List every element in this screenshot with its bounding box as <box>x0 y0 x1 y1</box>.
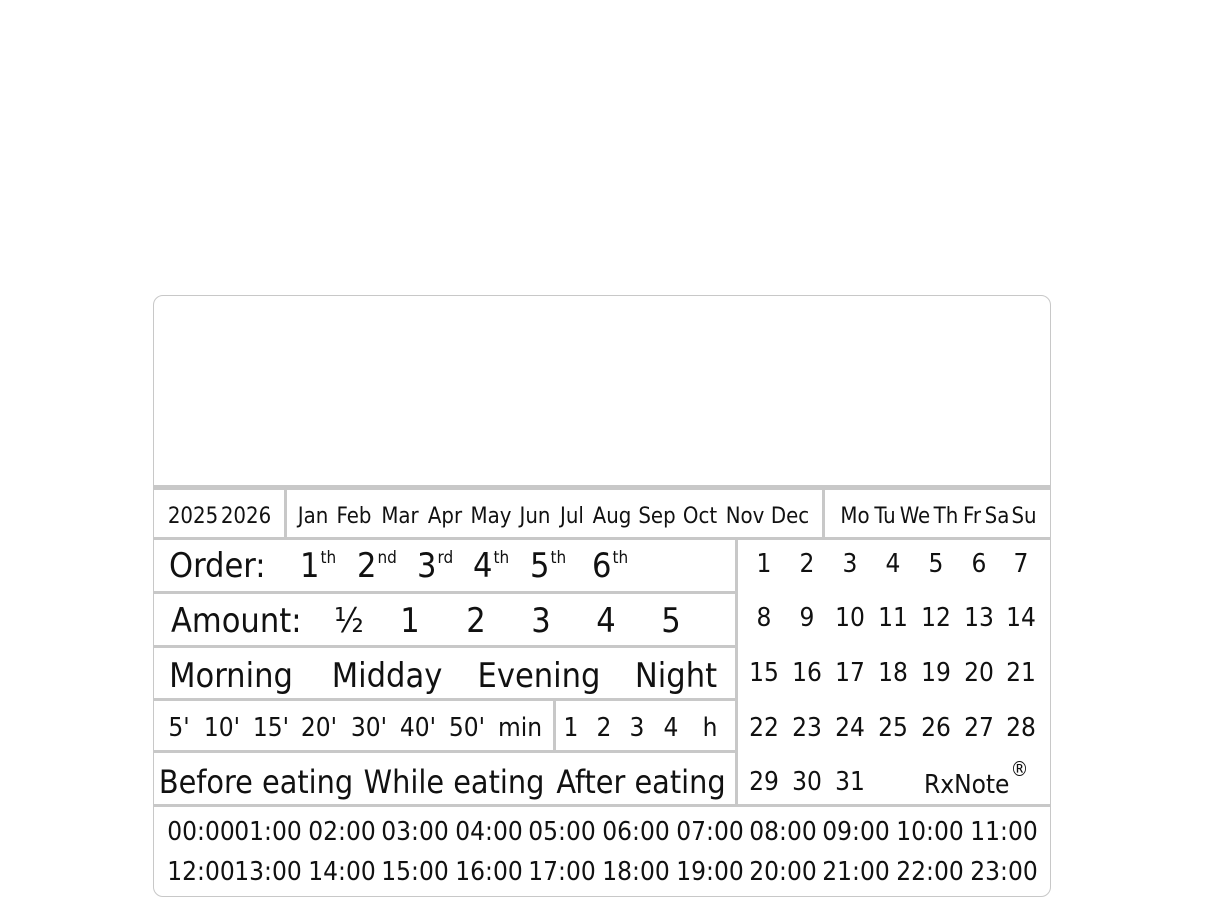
day-option[interactable]: 8 <box>756 603 772 633</box>
clock-time-option[interactable]: 03:00 <box>381 817 449 847</box>
year-option[interactable]: 2025 <box>167 504 219 529</box>
time-of-day-option[interactable]: Evening <box>477 656 601 696</box>
amount-label: Amount: <box>171 601 302 641</box>
day-option[interactable]: 23 <box>792 713 822 743</box>
day-option[interactable]: 29 <box>749 767 779 797</box>
weekday-option[interactable]: Th <box>933 504 959 529</box>
order-number: 2 <box>357 546 377 586</box>
order-number: 1 <box>300 546 320 586</box>
month-option[interactable]: Oct <box>682 504 718 529</box>
weekday-option[interactable]: Fr <box>963 504 981 529</box>
time-of-day-option[interactable]: Morning <box>169 656 293 696</box>
hours-option[interactable]: 4 <box>663 713 679 743</box>
month-option[interactable]: Feb <box>336 504 372 529</box>
day-option[interactable]: 11 <box>878 603 908 633</box>
day-option[interactable]: 22 <box>749 713 779 743</box>
month-option[interactable]: Aug <box>592 504 632 529</box>
meal-option[interactable]: After eating <box>556 763 726 801</box>
day-option[interactable]: 5 <box>928 549 944 579</box>
day-option[interactable]: 10 <box>835 603 865 633</box>
day-option[interactable]: 7 <box>1013 549 1029 579</box>
minutes-unit-label[interactable]: min <box>497 713 543 743</box>
meal-option[interactable]: Before eating <box>158 763 354 801</box>
divider-line <box>153 804 1051 807</box>
month-option[interactable]: Jun <box>519 504 551 529</box>
month-option[interactable]: Jan <box>297 504 329 529</box>
order-suffix: th <box>550 547 567 568</box>
brand-name: RxNote <box>924 769 1010 800</box>
clock-time-option[interactable]: 20:00 <box>749 857 817 887</box>
clock-time-option[interactable]: 10:00 <box>896 817 964 847</box>
day-option[interactable]: 26 <box>921 713 951 743</box>
hours-unit-label[interactable]: h <box>702 713 718 743</box>
amount-option[interactable]: 1 <box>400 601 420 641</box>
clock-time-option[interactable]: 00:00 <box>167 817 235 847</box>
amount-option[interactable]: 5 <box>661 601 681 641</box>
clock-time-option[interactable]: 14:00 <box>308 857 376 887</box>
minutes-option[interactable]: 40' <box>399 713 437 743</box>
order-suffix: th <box>493 547 510 568</box>
clock-time-option[interactable]: 02:00 <box>308 817 376 847</box>
day-option[interactable]: 13 <box>964 603 994 633</box>
clock-time-option[interactable]: 18:00 <box>602 857 670 887</box>
clock-time-option[interactable]: 15:00 <box>381 857 449 887</box>
order-option[interactable] <box>592 546 629 586</box>
order-number: 4 <box>473 546 493 586</box>
month-option[interactable]: Mar <box>381 504 419 529</box>
amount-option[interactable]: 4 <box>596 601 616 641</box>
day-option[interactable]: 3 <box>842 549 858 579</box>
time-of-day-option[interactable]: Night <box>634 656 718 696</box>
month-option[interactable]: Jul <box>560 504 584 529</box>
day-option[interactable]: 6 <box>971 549 987 579</box>
day-option[interactable]: 16 <box>792 658 822 688</box>
order-number: 5 <box>530 546 550 586</box>
day-option[interactable]: 12 <box>921 603 951 633</box>
weekday-option[interactable]: Sa <box>984 504 1010 529</box>
clock-time-option[interactable]: 11:00 <box>970 817 1038 847</box>
day-option[interactable]: 17 <box>835 658 865 688</box>
clock-time-option[interactable]: 13:00 <box>234 857 302 887</box>
minutes-option[interactable]: 5' <box>168 713 190 743</box>
order-option[interactable] <box>357 546 397 586</box>
clock-time-option[interactable]: 17:00 <box>528 857 596 887</box>
day-option[interactable]: 2 <box>799 549 815 579</box>
divider-line <box>153 750 736 753</box>
weekday-option[interactable]: Mo <box>840 504 870 529</box>
month-option[interactable]: May <box>470 504 512 529</box>
divider-line <box>822 490 825 538</box>
clock-time-option[interactable]: 04:00 <box>455 817 523 847</box>
order-option[interactable] <box>417 546 454 586</box>
divider-line <box>153 537 1051 540</box>
day-option[interactable]: 31 <box>835 767 865 797</box>
order-number: 3 <box>417 546 437 586</box>
year-option[interactable]: 2026 <box>220 504 272 529</box>
day-option[interactable]: 15 <box>749 658 779 688</box>
order-number: 6 <box>592 546 612 586</box>
day-option[interactable]: 19 <box>921 658 951 688</box>
weekday-option[interactable]: Su <box>1011 504 1037 529</box>
day-option[interactable]: 28 <box>1006 713 1036 743</box>
order-suffix: th <box>612 547 629 568</box>
clock-time-option[interactable]: 06:00 <box>602 817 670 847</box>
day-option[interactable]: 1 <box>756 549 772 579</box>
amount-option[interactable]: ½ <box>334 601 364 641</box>
day-option[interactable]: 21 <box>1006 658 1036 688</box>
brand-logo <box>924 757 1029 800</box>
divider-line <box>284 490 287 538</box>
order-option[interactable] <box>530 546 567 586</box>
clock-time-option[interactable]: 07:00 <box>676 817 744 847</box>
minutes-option[interactable]: 20' <box>300 713 338 743</box>
day-option[interactable]: 4 <box>885 549 901 579</box>
day-option[interactable]: 18 <box>878 658 908 688</box>
weekday-option[interactable]: Tu <box>874 504 896 529</box>
day-option[interactable]: 25 <box>878 713 908 743</box>
month-option[interactable]: Dec <box>770 504 810 529</box>
day-option[interactable]: 30 <box>792 767 822 797</box>
order-label: Order: <box>169 546 266 586</box>
minutes-option[interactable]: 10' <box>203 713 241 743</box>
minutes-option[interactable]: 50' <box>448 713 486 743</box>
divider-line <box>153 591 736 594</box>
day-option[interactable]: 24 <box>835 713 865 743</box>
order-option[interactable] <box>300 546 337 586</box>
meal-option[interactable]: While eating <box>363 763 545 801</box>
order-option[interactable] <box>473 546 510 586</box>
minutes-option[interactable]: 30' <box>350 713 388 743</box>
month-option[interactable]: Nov <box>725 504 765 529</box>
hours-option[interactable]: 3 <box>629 713 645 743</box>
clock-time-option[interactable]: 01:00 <box>234 817 302 847</box>
order-suffix: rd <box>437 547 454 568</box>
divider-line <box>153 698 736 701</box>
clock-time-option[interactable]: 08:00 <box>749 817 817 847</box>
divider-line <box>153 645 736 648</box>
clock-time-option[interactable]: 21:00 <box>822 857 890 887</box>
hours-option[interactable]: 1 <box>563 713 579 743</box>
clock-time-option[interactable]: 23:00 <box>970 857 1038 887</box>
clock-time-option[interactable]: 16:00 <box>455 857 523 887</box>
day-option[interactable]: 14 <box>1006 603 1036 633</box>
clock-time-option[interactable]: 05:00 <box>528 817 596 847</box>
month-option[interactable]: Apr <box>427 504 463 529</box>
amount-option[interactable]: 2 <box>466 601 486 641</box>
clock-time-option[interactable]: 12:00 <box>167 857 235 887</box>
divider-line <box>735 538 738 806</box>
time-of-day-option[interactable]: Midday <box>331 656 443 696</box>
amount-option[interactable]: 3 <box>531 601 551 641</box>
divider-line <box>553 699 556 752</box>
order-suffix: th <box>320 547 337 568</box>
day-option[interactable]: 20 <box>964 658 994 688</box>
day-option[interactable]: 9 <box>799 603 815 633</box>
hours-option[interactable]: 2 <box>596 713 612 743</box>
day-option[interactable]: 27 <box>964 713 994 743</box>
clock-time-option[interactable]: 19:00 <box>676 857 744 887</box>
order-suffix: nd <box>377 547 397 568</box>
minutes-option[interactable]: 15' <box>252 713 290 743</box>
weekday-option[interactable]: We <box>899 504 931 529</box>
month-option[interactable]: Sep <box>638 504 676 529</box>
brand-mark: ® <box>1010 757 1029 782</box>
clock-time-option[interactable]: 22:00 <box>896 857 964 887</box>
header-divider <box>153 485 1051 490</box>
clock-time-option[interactable]: 09:00 <box>822 817 890 847</box>
